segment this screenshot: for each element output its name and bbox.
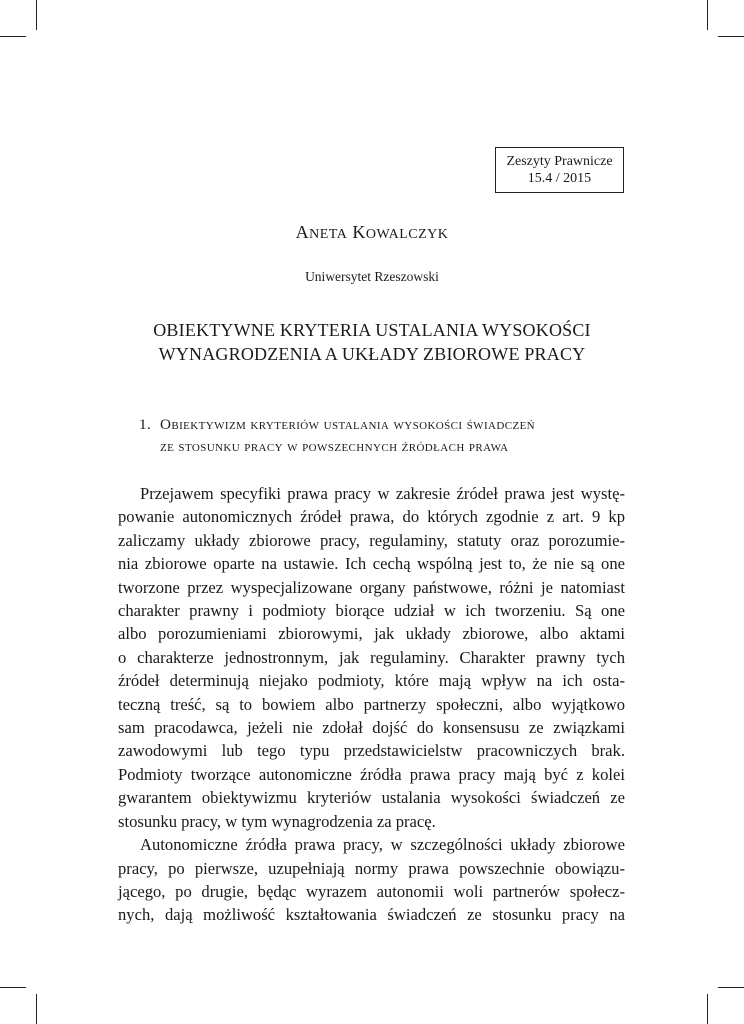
- text-line: teczną treść, są to bowiem albo partnerzy społeczni, albo wyjątkowo: [118, 694, 625, 714]
- text-line: Autonomiczne źródła prawa pracy, w szczególności układy zbiorowe: [140, 835, 625, 855]
- crop-mark-top-left-h: [0, 36, 26, 37]
- title-line-1: OBIEKTYWNE KRYTERIA USTALANIA WYSOKOŚCI: [153, 320, 591, 340]
- crop-mark-bottom-right-h: [718, 987, 744, 988]
- author-name: ANETA KOWALCZYK: [295, 222, 449, 242]
- text-line: o charakterze jednostronnym, jak regulaminy. Charakter prawny tych: [118, 647, 625, 667]
- text-line: sam pracodawca, jeżeli nie zdołał dojść do konsensusu ze związkami: [118, 718, 625, 738]
- crop-mark-bottom-right: [707, 994, 708, 1024]
- text-line: Podmioty tworzące autonomiczne źródła prawa pracy mają być z kolei: [118, 764, 625, 784]
- crop-mark-bottom-left: [36, 994, 37, 1024]
- text-line: jącego, po drugie, będąc wyrazem autonomii woli partnerów społecz-: [118, 881, 625, 901]
- text-line: zaliczamy układy zbiorowe pracy, regulaminy, statuty oraz porozumie-: [118, 530, 625, 550]
- text-line: gwarantem obiektywizmu kryteriów ustalania wysokości świadczeń ze: [118, 788, 625, 808]
- journal-issue: 15.4 / 2015: [527, 171, 592, 186]
- section-title-line-2: ze stosunku pracy w powszechnych źródłach prawa: [160, 438, 509, 455]
- crop-mark-top-left: [36, 0, 37, 30]
- text-line: nia zbiorowe oparte na ustawie. Ich cechą wspólną jest to, że nie są one: [118, 554, 625, 574]
- paragraph: [118, 482, 625, 833]
- text-line: tworzone przez wyspecjalizowane organy państwowe, różni je natomiast: [118, 577, 625, 597]
- crop-mark-top-right: [707, 0, 708, 30]
- author-affiliation: Uniwersytet Rzeszowski: [305, 269, 439, 284]
- text-line: powanie autonomicznych źródeł prawa, do których zgodnie z art. 9 kp: [118, 507, 625, 527]
- section-number: 1.: [139, 416, 152, 433]
- article-title: [0, 318, 744, 366]
- journal-name: Zeszyty Prawnicze: [506, 154, 613, 169]
- text-line: charakter prawny i podmioty biorące udział w ich tworzeniu. Są one: [118, 601, 625, 621]
- crop-mark-top-right-h: [718, 36, 744, 37]
- text-line: Przejawem specyfiki prawa pracy w zakresie źródeł prawa jest wystę-: [140, 484, 625, 503]
- text-line: albo porozumieniami zbiorowymi, jak układy zbiorowe, albo aktami: [118, 624, 625, 644]
- text-line: stosunku pracy, w tym wynagrodzenia za pracę.: [118, 811, 436, 831]
- journal-info-box: [495, 147, 624, 193]
- text-line: nych, dają możliwość kształtowania świadczeń ze stosunku pracy na: [118, 905, 625, 925]
- section-title-line-1: Obiektywizm kryteriów ustalania wysokości świadczeń: [160, 416, 536, 433]
- text-line: źródeł determinują niejako podmioty, które mają wpływ na ich osta-: [118, 671, 625, 691]
- section-heading: [139, 414, 639, 458]
- body-text: [118, 482, 625, 927]
- title-line-2: WYNAGRODZENIA A UKŁADY ZBIOROWE PRACY: [158, 344, 586, 364]
- text-line: zawodowymi lub tego typu przedstawicielstw pracowniczych brak.: [118, 741, 625, 761]
- paragraph: [118, 833, 625, 927]
- crop-mark-bottom-left-h: [0, 987, 26, 988]
- text-line: pracy, po pierwsze, uzupełniają normy prawa powszechnie obowiązu-: [118, 858, 625, 878]
